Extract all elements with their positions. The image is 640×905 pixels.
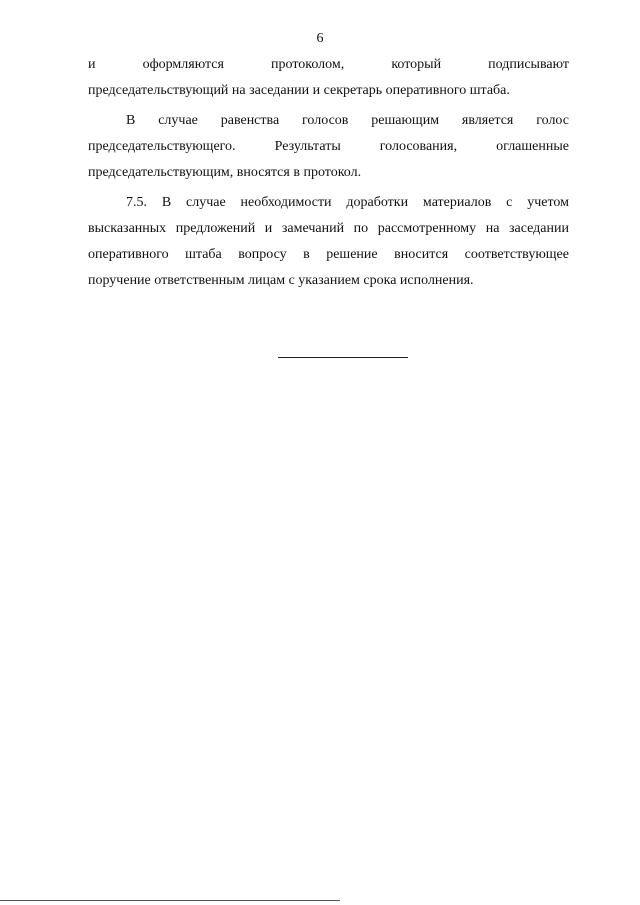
text-line: поручение ответственным лицам с указанием срока исполнения. bbox=[88, 273, 474, 288]
paragraph-tie-vote bbox=[88, 108, 569, 186]
page-number: 6 bbox=[316, 31, 324, 46]
paragraph-protocol bbox=[88, 52, 569, 104]
text-line: председательствующим, вносятся в протокол. bbox=[88, 165, 362, 180]
text-line: председательствующий на заседании и секретарь оперативного штаба. bbox=[88, 83, 510, 98]
document-body bbox=[88, 52, 569, 298]
text-line: высказанных предложений и замечаний по рассмотренному на заседании bbox=[88, 221, 569, 236]
bottom-edge-rule bbox=[0, 900, 340, 901]
text-line: В случае равенства голосов решающим является голос bbox=[126, 113, 569, 128]
text-line: и оформляются протоколом, который подписывают bbox=[88, 57, 569, 72]
text-line: 7.5. В случае необходимости доработки материалов с учетом bbox=[126, 195, 569, 210]
end-separator-line bbox=[278, 357, 408, 358]
paragraph-7-5 bbox=[88, 190, 569, 294]
text-line: председательствующего. Результаты голосования, оглашенные bbox=[88, 139, 569, 154]
text-line: оперативного штаба вопросу в решение вносится соответствующее bbox=[88, 247, 569, 262]
